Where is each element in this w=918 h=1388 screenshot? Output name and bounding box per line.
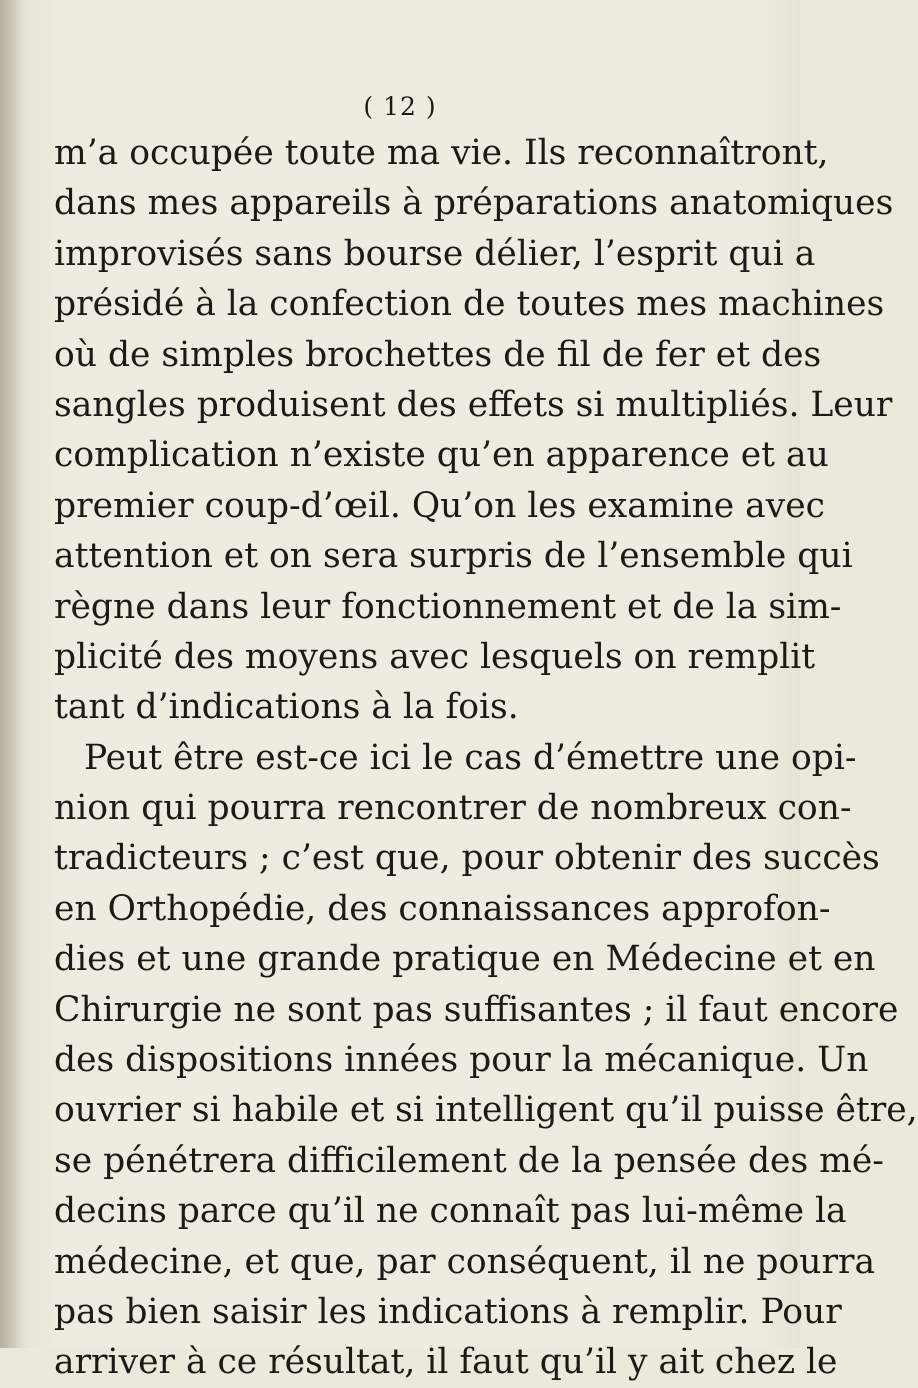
text-line: plicité des moyens avec lesquels on remplit	[54, 636, 816, 677]
paragraph-end-line: tant d’indications à la fois.	[54, 687, 519, 728]
text-line: dans mes appareils à préparations anatomiques	[54, 183, 894, 224]
text-line: nion qui pourra rencontrer de nombreux con-	[54, 788, 852, 829]
text-line: se pénétrera difficilement de la pensée des mé-	[54, 1140, 884, 1181]
paragraph-first-line: Peut être est-ce ici le cas d’émettre une opi-	[84, 737, 857, 778]
text-line: premier coup-d’œil. Qu’on les examine avec	[54, 485, 825, 526]
text-line: sangles produisent des effets si multipliés. Leur	[54, 384, 893, 425]
text-line: attention et on sera surpris de l’ensemble qui	[54, 536, 853, 577]
text-line: dies et une grande pratique en Médecine et en	[54, 939, 876, 980]
text-line: présidé à la confection de toutes mes machines	[54, 284, 885, 325]
text-line: arriver à ce résultat, il faut qu’il y ait chez le	[54, 1342, 838, 1383]
text-line: decins parce qu’il ne connaît pas lui-même la	[54, 1191, 847, 1232]
text-line: où de simples brochettes de fil de fer et des	[54, 334, 822, 375]
text-line: règne dans leur fonctionnement et de la sim-	[54, 586, 842, 627]
text-line: m’a occupée toute ma vie. Ils reconnaîtront,	[54, 133, 829, 173]
text-line: improvisés sans bourse délier, l’esprit qui a	[54, 233, 816, 274]
binding-gutter-shadow	[0, 0, 26, 1348]
text-line: pas bien saisir les indications à remplir. Pour	[54, 1291, 842, 1332]
body-text	[54, 128, 918, 1388]
text-line: complication n’existe qu’en apparence et au	[54, 435, 829, 476]
text-line: des dispositions innées pour la mécanique. Un	[54, 1040, 869, 1081]
text-line: Chirurgie ne sont pas suffisantes ; il faut encore	[54, 989, 899, 1030]
page-number: ( 12 )	[363, 92, 437, 121]
text-line: médecine, et que, par conséquent, il ne pourra	[54, 1241, 876, 1282]
text-line: ouvrier si habile et si intelligent qu’il puisse être,	[54, 1090, 918, 1131]
text-line: en Orthopédie, des connaissances approfon-	[54, 888, 831, 929]
text-line: tradicteurs ; c’est que, pour obtenir des succès	[54, 838, 880, 879]
